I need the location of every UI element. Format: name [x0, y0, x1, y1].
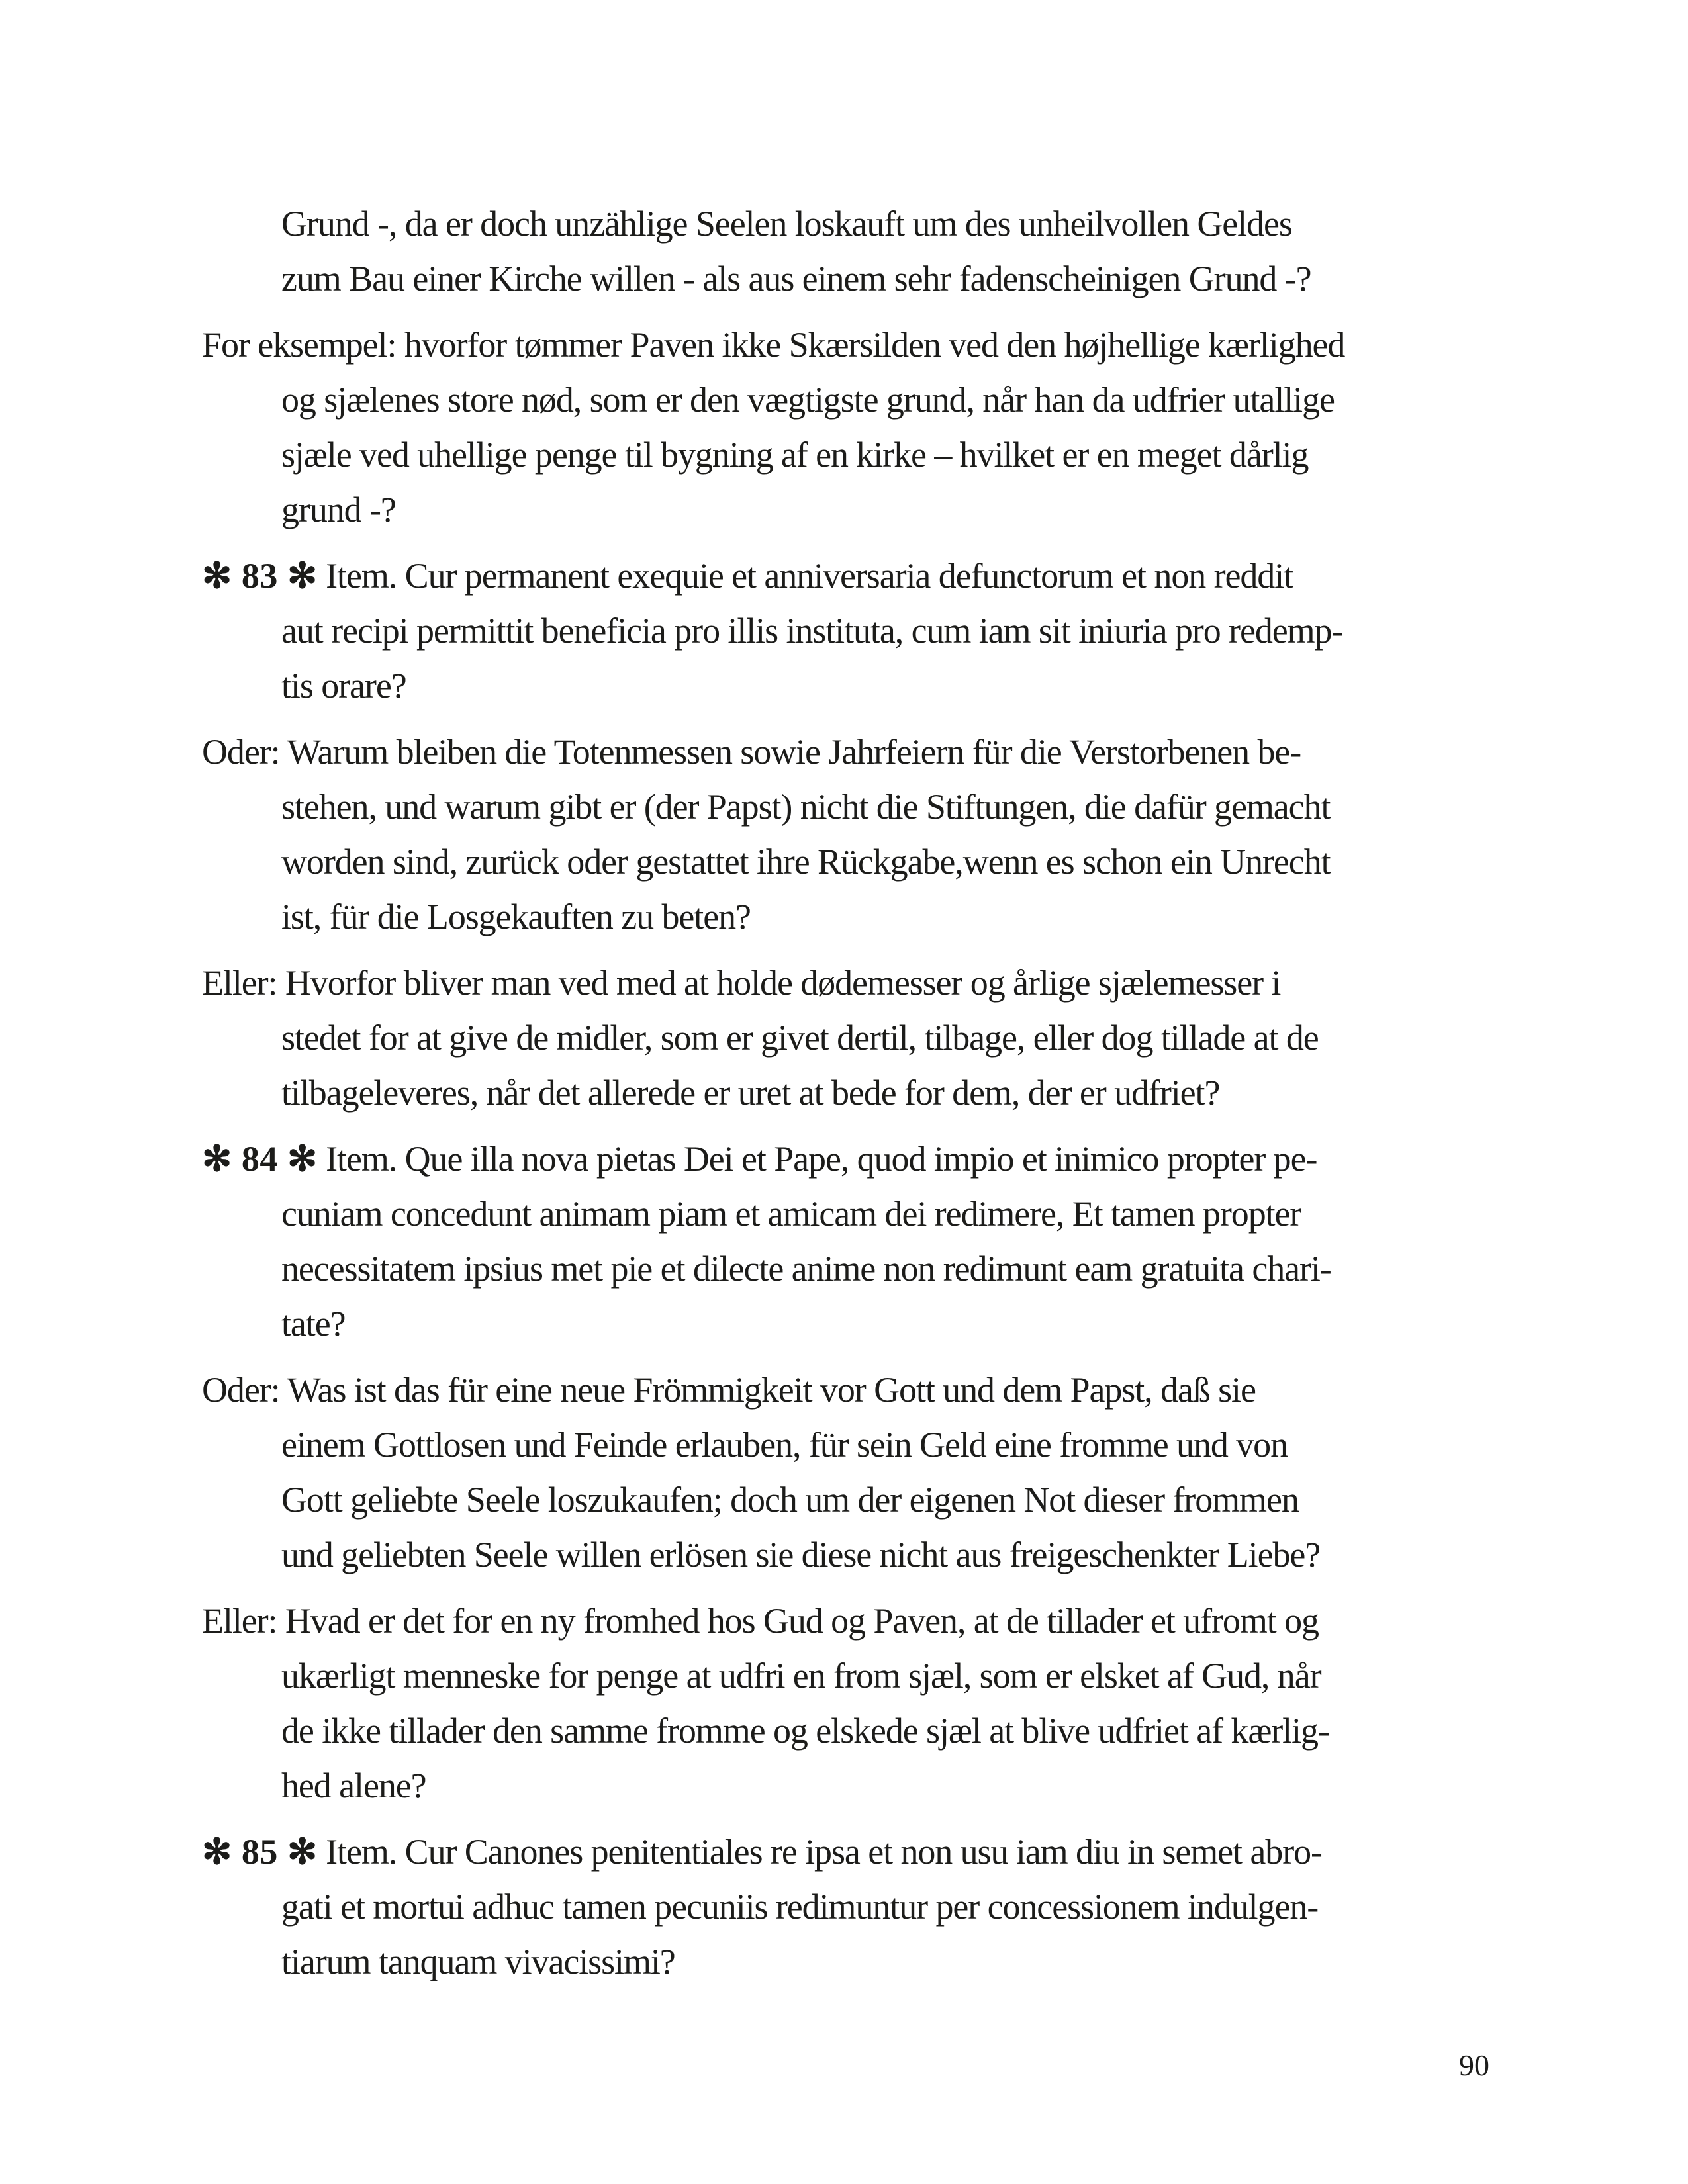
paragraph — [202, 318, 1489, 537]
page-number: 90 — [1459, 2048, 1489, 2082]
text-line: tiarum tanquam vivacissimi? — [281, 1942, 675, 1981]
text-line: und geliebten Seele willen erlösen sie diese nicht aus freigeschenkter Liebe? — [281, 1535, 1321, 1574]
text-line: Eller: Hvorfor bliver man ved med at holde dødemesser og årlige sjælemesser i — [202, 963, 1281, 1003]
text-line: cuniam concedunt animam piam et amicam dei redimere, Et tamen propter — [281, 1194, 1301, 1234]
thesis-marker: ✻ 84 ✻ — [202, 1139, 318, 1179]
text-line: Item. Cur Canones penitentiales re ipsa et non usu iam diu in semet abro- — [326, 1832, 1322, 1872]
paragraph — [202, 549, 1489, 713]
text-line: Grund -, da er doch unzählige Seelen loskauft um des unheilvollen Geldes — [281, 204, 1292, 244]
thesis-marker: ✻ 83 ✻ — [202, 556, 318, 596]
text-line: hed alene? — [281, 1766, 426, 1805]
text-line: tis orare? — [281, 666, 406, 705]
text-line: ist, für die Losgekauften zu beten? — [281, 897, 751, 936]
text-line: stedet for at give de midler, som er givet dertil, tilbage, eller dog tillade at de — [281, 1018, 1319, 1058]
paragraph — [202, 725, 1489, 944]
paragraph — [202, 1132, 1489, 1351]
text-line: tate? — [281, 1304, 346, 1343]
text-line: grund -? — [281, 490, 396, 529]
text-line: aut recipi permittit beneficia pro illis instituta, cum iam sit iniuria pro redemp- — [281, 611, 1343, 651]
thesis-marker: ✻ 85 ✻ — [202, 1832, 318, 1872]
text-line: Oder: Was ist das für eine neue Frömmigkeit vor Gott und dem Papst, daß sie — [202, 1370, 1256, 1410]
text-line: og sjælenes store nød, som er den vægtigste grund, når han da udfrier utallige — [281, 380, 1335, 420]
text-line: stehen, und warum gibt er (der Papst) nicht die Stiftungen, die dafür gemacht — [281, 787, 1331, 827]
paragraph — [202, 1594, 1489, 1813]
text-line: Eller: Hvad er det for en ny fromhed hos Gud og Paven, at de tillader et ufromt og — [202, 1601, 1319, 1641]
paragraph — [202, 1825, 1489, 1989]
text-line: Item. Cur permanent exequie et anniversaria defunctorum et non reddit — [326, 556, 1293, 596]
paragraph — [202, 956, 1489, 1120]
text-line: sjæle ved uhellige penge til bygning af en kirke – hvilket er en meget dårlig — [281, 435, 1309, 475]
text-line: worden sind, zurück oder gestattet ihre Rückgabe,wenn es schon ein Unrecht — [281, 842, 1331, 882]
text-line: tilbageleveres, når det allerede er uret at bede for dem, der er udfriet? — [281, 1073, 1220, 1113]
text-line: Item. Que illa nova pietas Dei et Pape, quod impio et inimico propter pe- — [326, 1139, 1317, 1179]
text-line: Gott geliebte Seele loszukaufen; doch um der eigenen Not dieser frommen — [281, 1480, 1299, 1520]
paragraph — [202, 197, 1489, 306]
text-line: zum Bau einer Kirche willen - als aus einem sehr fadenscheinigen Grund -? — [281, 259, 1311, 298]
text-line: necessitatem ipsius met pie et dilecte anime non redimunt eam gratuita chari- — [281, 1249, 1331, 1289]
text-line: ukærligt menneske for penge at udfri en from sjæl, som er elsket af Gud, når — [281, 1656, 1321, 1696]
text-block — [202, 197, 1489, 2001]
text-line: gati et mortui adhuc tamen pecuniis redimuntur per concessionem indulgen- — [281, 1887, 1319, 1927]
text-line: Oder: Warum bleiben die Totenmessen sowie Jahrfeiern für die Verstorbenen be- — [202, 732, 1301, 772]
text-line: For eksempel: hvorfor tømmer Paven ikke Skærsilden ved den højhellige kærlighed — [202, 325, 1345, 365]
text-line: einem Gottlosen und Feinde erlauben, für sein Geld eine fromme und von — [281, 1425, 1288, 1465]
text-line: de ikke tillader den samme fromme og elskede sjæl at blive udfriet af kærlig- — [281, 1711, 1329, 1751]
paragraph — [202, 1363, 1489, 1582]
